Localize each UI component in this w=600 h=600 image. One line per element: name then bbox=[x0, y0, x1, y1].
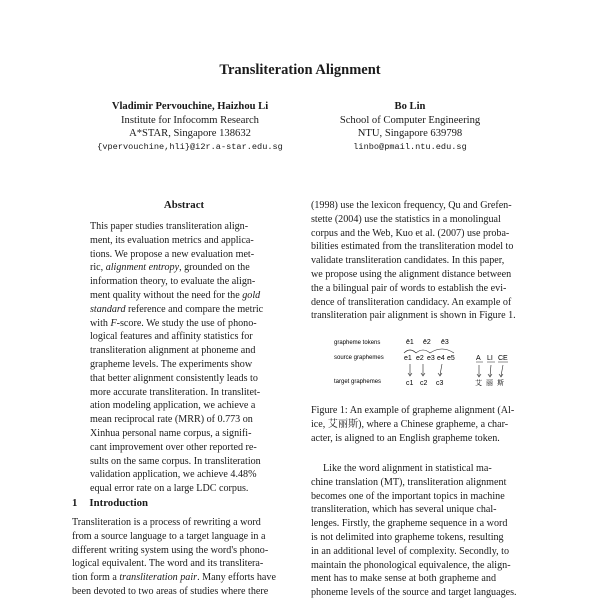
intro-line: been devoted to two areas of studies where there bbox=[72, 585, 269, 597]
body-line: ment has to make sense at both grapheme and bbox=[311, 573, 496, 585]
target-grapheme: c2 bbox=[420, 380, 428, 387]
source-grapheme: e3 bbox=[427, 355, 435, 362]
example-target-character: 丽 bbox=[486, 380, 493, 387]
grapheme-token: ē1 bbox=[406, 339, 414, 346]
intro-line: Transliteration is a process of rewriting a word bbox=[72, 517, 261, 528]
author-email: linbo@pmail.ntu.edu.sg bbox=[353, 141, 467, 152]
section-heading bbox=[72, 497, 160, 509]
figure-1-alignment bbox=[330, 336, 530, 396]
abstract-line: standard reference and compare the metric bbox=[90, 303, 264, 315]
target-grapheme: c3 bbox=[436, 380, 444, 387]
abstract-line: logical features and affinity statistics for bbox=[90, 331, 253, 343]
body-line: transliteration, which has several unique chal- bbox=[311, 504, 497, 516]
target-grapheme: c1 bbox=[406, 380, 414, 387]
caption-line: ice, 艾丽斯), where a Chinese grapheme, a char- bbox=[311, 418, 509, 430]
token-arc bbox=[416, 350, 430, 353]
body-line: we propose using the alignment distance between bbox=[311, 268, 512, 280]
section-number: 1 bbox=[72, 497, 78, 509]
author-affiliation: School of Computer Engineering bbox=[339, 114, 481, 126]
abstract-line: cant improvement over other reported re- bbox=[90, 441, 257, 453]
caption-line: acter, is aligned to an English grapheme token. bbox=[311, 432, 500, 444]
intro-line: different writing system using the word's phono- bbox=[72, 544, 269, 556]
body-line: phoneme levels of the source and target languages. bbox=[311, 587, 517, 599]
paper-title: Transliteration Alignment bbox=[219, 62, 381, 78]
example-target-character: 艾 bbox=[475, 380, 482, 387]
example-source-grapheme: LI bbox=[487, 355, 493, 362]
abstract-line: ment, its evaluation metrics and applica- bbox=[90, 234, 254, 246]
source-grapheme: e4 bbox=[437, 355, 445, 362]
body-line: chine translation (MT), transliteration alignment bbox=[311, 476, 507, 488]
alignment-arrow bbox=[490, 365, 491, 376]
arrow-heads bbox=[408, 373, 442, 376]
abstract-line: transliteration alignment at phoneme and bbox=[90, 345, 256, 357]
author-name: Vladimir Pervouchine, Haizhou Li bbox=[111, 101, 269, 112]
abstract-body bbox=[90, 220, 278, 496]
abstract-line: that better alignment consistently leads to bbox=[90, 372, 258, 384]
abstract-line: ation modeling application, we achieve a bbox=[90, 400, 256, 412]
author-block-2 bbox=[300, 100, 520, 154]
abstract-line: validation application, we achieve 4.48% bbox=[90, 469, 257, 481]
abstract-line: mean reciprocal rate (MRR) of 0.773 on bbox=[90, 414, 253, 426]
abstract-line: Xinhua personal name corpus, a signifi- bbox=[90, 427, 252, 439]
abstract-line: with F-score. We study the use of phono- bbox=[90, 317, 257, 329]
body-line: stette (2004) use the statistics in a monolingual bbox=[311, 213, 501, 225]
source-grapheme: e5 bbox=[447, 355, 455, 362]
figure-label-target-graphemes: target graphemes bbox=[334, 379, 382, 385]
abstract-line: information theory, to evaluate the align- bbox=[90, 276, 256, 288]
body-line: becomes one of the important topics in machine bbox=[311, 490, 505, 502]
section-title: Introduction bbox=[89, 497, 149, 509]
abstract-line: tions. We propose a new evaluation met- bbox=[90, 248, 255, 260]
source-grapheme: e1 bbox=[404, 355, 412, 362]
body-line: (1998) use the lexicon frequency, Qu and Grefen- bbox=[311, 200, 512, 211]
abstract-line: grapheme levels. The experiments show bbox=[90, 358, 253, 370]
abstract-line: ric, alignment entropy, grounded on the bbox=[90, 262, 250, 274]
body-line: transliteration pair alignment is shown in Figure 1. bbox=[311, 310, 516, 322]
abstract-line: sults on the same corpus. In transliteration bbox=[90, 455, 261, 467]
abstract-heading: Abstract bbox=[163, 199, 205, 211]
source-grapheme: e2 bbox=[416, 355, 424, 362]
abstract-line: ment quality without the need for the gold bbox=[90, 289, 261, 301]
body-line: Like the word alignment in statistical ma- bbox=[323, 463, 492, 474]
abstract-line: This paper studies transliteration align- bbox=[90, 221, 249, 232]
author-email: {vpervouchine,hli}@i2r.a-star.edu.sg bbox=[97, 141, 283, 152]
body-line: dence of transliteration candidacy. An example of bbox=[311, 296, 512, 308]
body-line: validate transliteration candidates. In this paper, bbox=[311, 255, 505, 267]
abstract-line: more accurate transliteration. In translitet- bbox=[90, 386, 261, 398]
body-line: in an additional level of complexity. Secondly, to bbox=[311, 545, 509, 557]
abstract-line: equal error rate on a large LDC corpus. bbox=[90, 483, 249, 495]
body-line: bilities estimated from the transliteration model to bbox=[311, 241, 514, 253]
right-column-top bbox=[311, 199, 532, 323]
example-source-grapheme: A bbox=[476, 355, 481, 362]
body-line: is not delimited into grapheme tokens, resulting bbox=[311, 531, 504, 543]
intro-line: logical equivalent. The word and its translitera- bbox=[72, 558, 264, 570]
body-line: lenges. Firstly, the grapheme sequence in a word bbox=[311, 518, 508, 530]
author-name: Bo Lin bbox=[394, 101, 426, 112]
grapheme-token: ē2 bbox=[423, 339, 431, 346]
body-line: maintain the phonological equivalence, the align- bbox=[311, 559, 511, 571]
caption-line: Figure 1: An example of grapheme alignment (Al- bbox=[311, 405, 515, 416]
right-column-bottom bbox=[311, 462, 532, 600]
author-address: NTU, Singapore 639798 bbox=[357, 128, 463, 139]
author-affiliation: Institute for Infocomm Research bbox=[121, 114, 259, 126]
figure-label-grapheme-tokens: grapheme tokens bbox=[334, 340, 381, 346]
figure-label-source-graphemes: source graphemes bbox=[334, 355, 384, 361]
example-source-grapheme: CE bbox=[498, 355, 508, 362]
introduction-body bbox=[72, 516, 292, 599]
body-line: corpus and the Web, Kuo et al. (2007) use proba- bbox=[311, 227, 510, 239]
token-arc bbox=[404, 350, 416, 353]
author-address: A*STAR, Singapore 138632 bbox=[129, 128, 251, 139]
body-line: the a bilingual pair of words to establish the evi- bbox=[311, 282, 507, 294]
token-arc bbox=[430, 349, 454, 353]
figure-1-caption bbox=[311, 404, 532, 445]
intro-line: from a source language to a target language in a bbox=[72, 530, 266, 542]
example-target-character: 斯 bbox=[497, 380, 504, 387]
grapheme-token: ē3 bbox=[441, 339, 449, 346]
author-block-1 bbox=[80, 100, 300, 154]
intro-line: tion form a transliteration pair. Many efforts have bbox=[72, 572, 276, 584]
